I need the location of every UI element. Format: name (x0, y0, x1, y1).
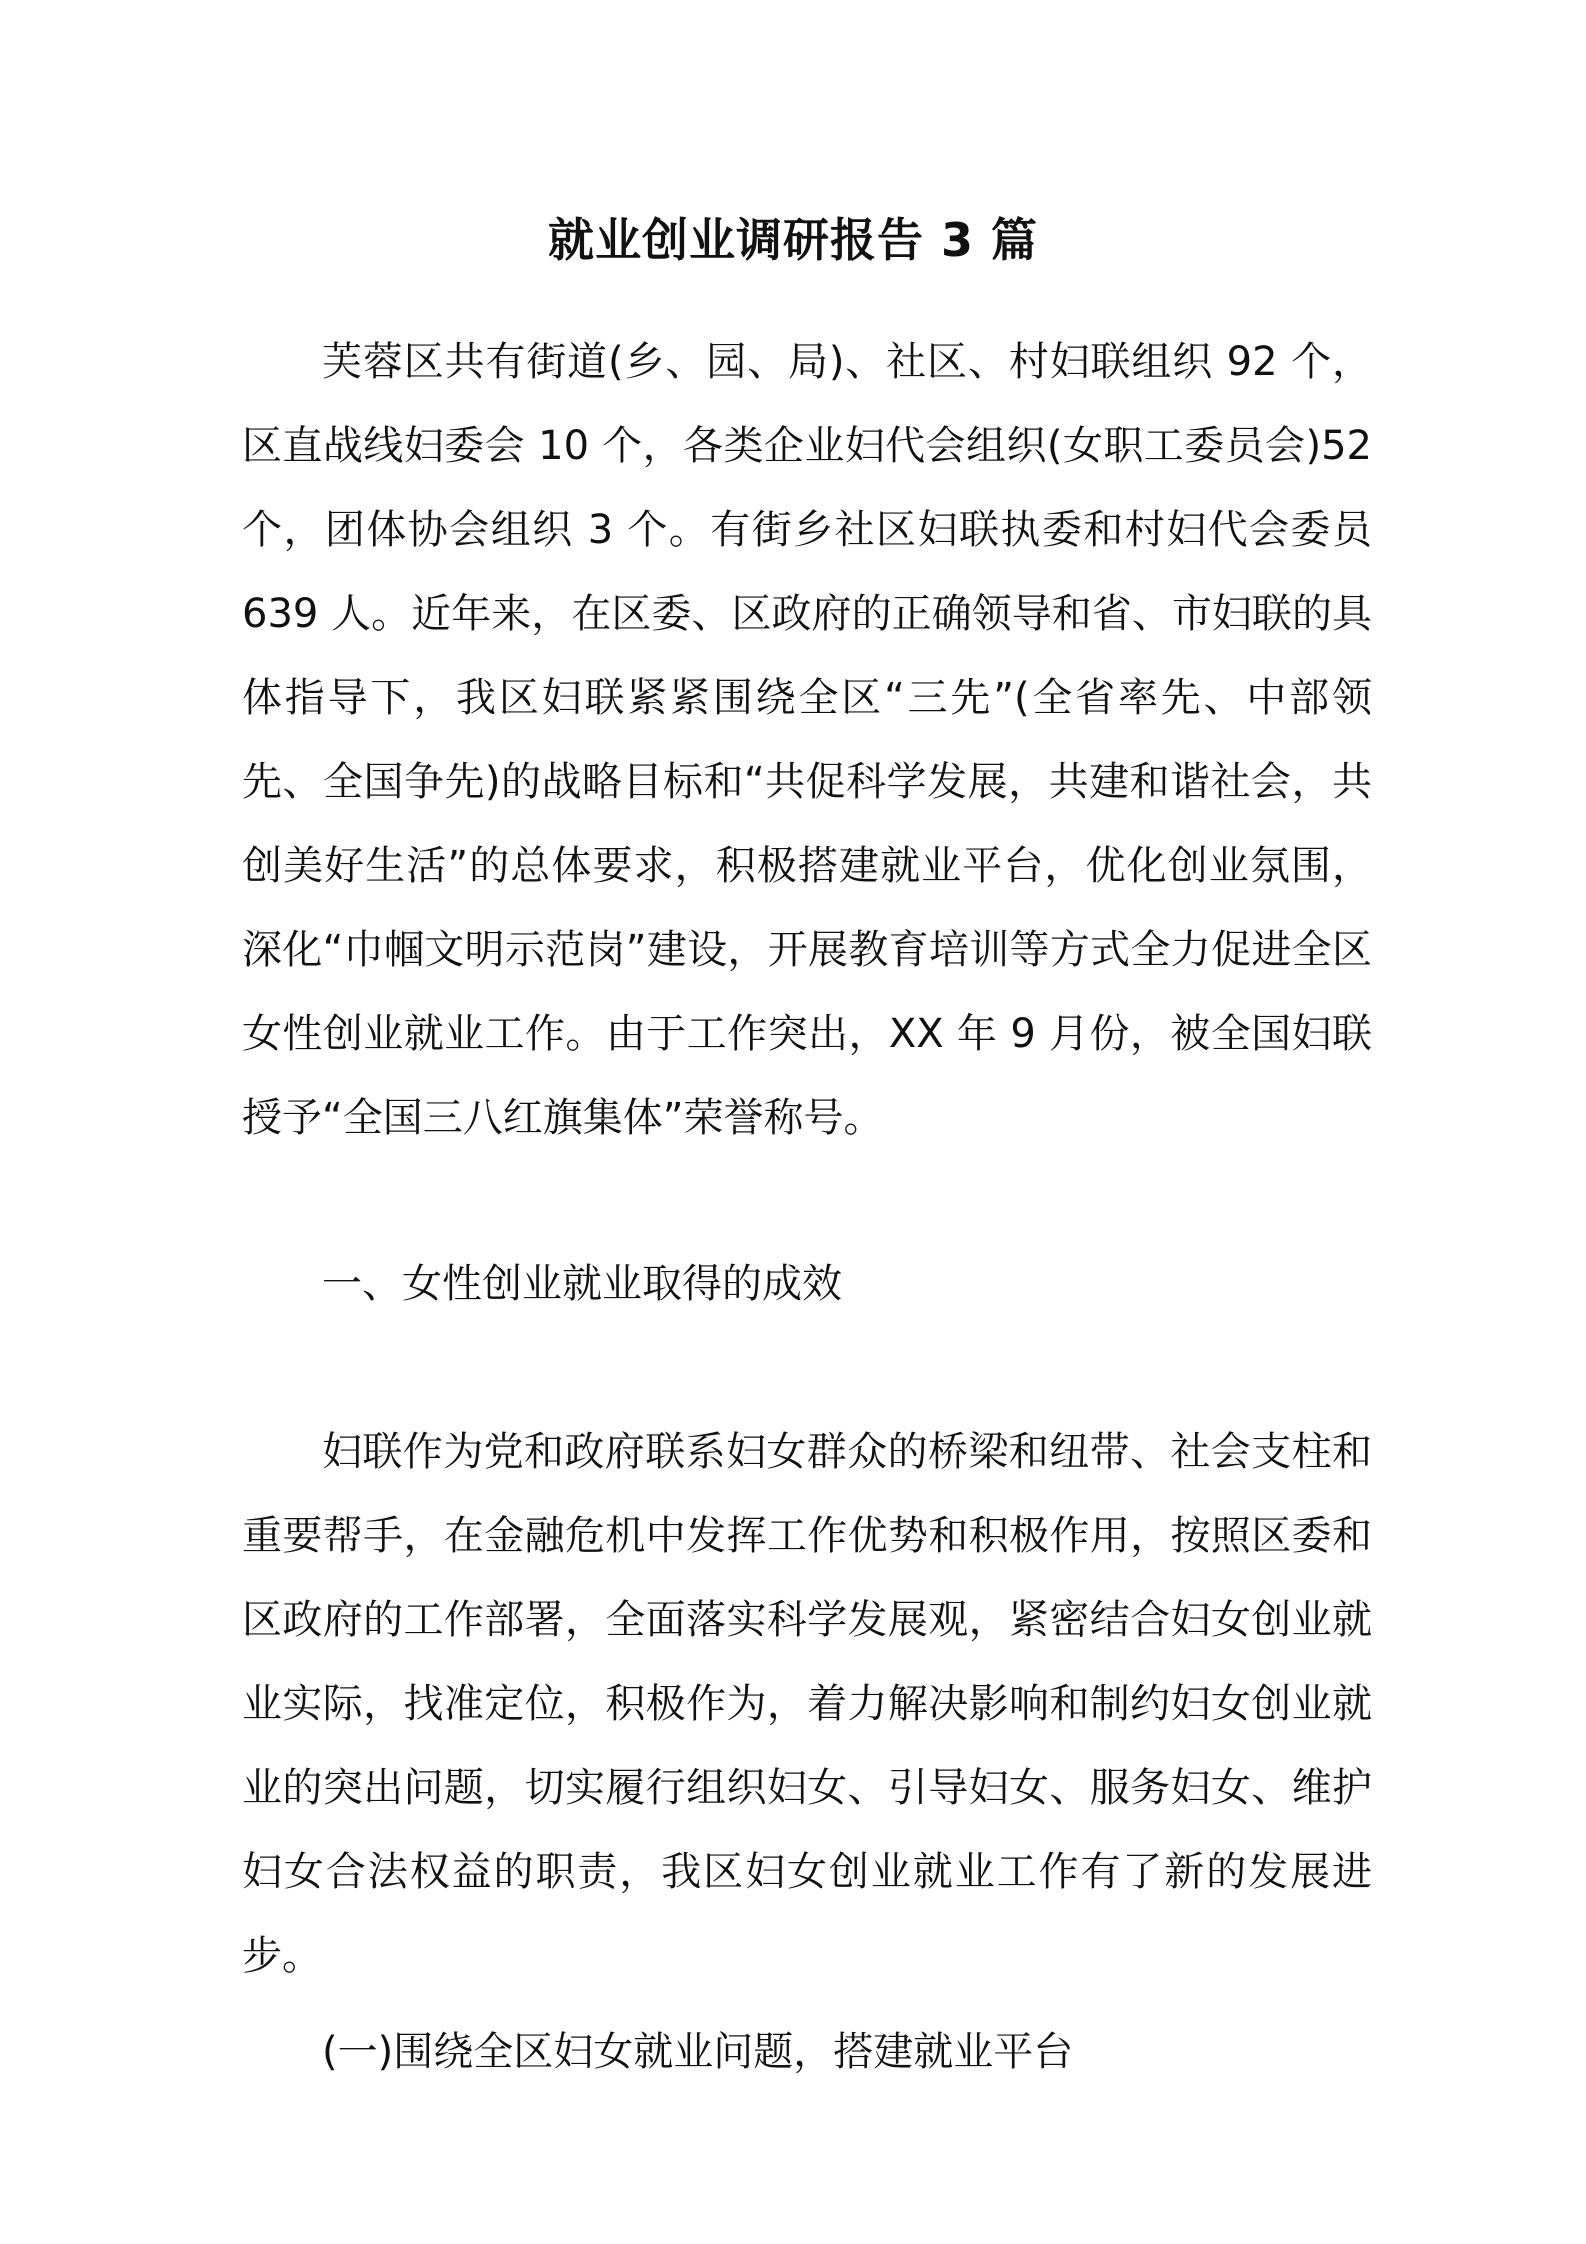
subsection-heading-1: (一)围绕全区妇女就业问题，搭建就业平台 (322, 2029, 1074, 2075)
intro-paragraph: 芙蓉区共有街道(乡、园、局)、社区、村妇联组织 92 个，区直战线妇委会 10 个，各类企业妇代会组织(女职工委员会)52 个，团体协会组织 3 个。有街乡社区妇联执委和村妇代会委员 639 人。近年来，在区委、区政府的正确领导和省、市妇联的具体指导下，我区妇联紧紧围绕全区“三先”(全省率先、中部领先、全国争先)的战略目标和“共促科学发展，共建和谐社会，共创美好生活”的总体要求，积极搭建就业平台，优化创业氛围，深化“巾帼文明示范岗”建设，开展教育培训等方式全力促进全区女性创业就业工作。由于工作突出，XX 年 9 月份，被全国妇联授予“全国三八红旗集体”荣誉称号。 (242, 339, 1372, 1141)
document-title: 就业创业调研报告 3 篇 (547, 213, 1039, 267)
body-paragraph: 妇联作为党和政府联系妇女群众的桥梁和纽带、社会支柱和重要帮手，在金融危机中发挥工作优势和积极作用，按照区委和区政府的工作部署，全面落实科学发展观，紧密结合妇女创业就业实际，找准定位，积极作为，着力解决影响和制约妇女创业就业的突出问题，切实履行组织妇女、引导妇女、服务妇女、维护妇女合法权益的职责，我区妇女创业就业工作有了新的发展进步。 (242, 1429, 1372, 1979)
section-heading-1: 一、女性创业就业取得的成效 (322, 1261, 842, 1307)
